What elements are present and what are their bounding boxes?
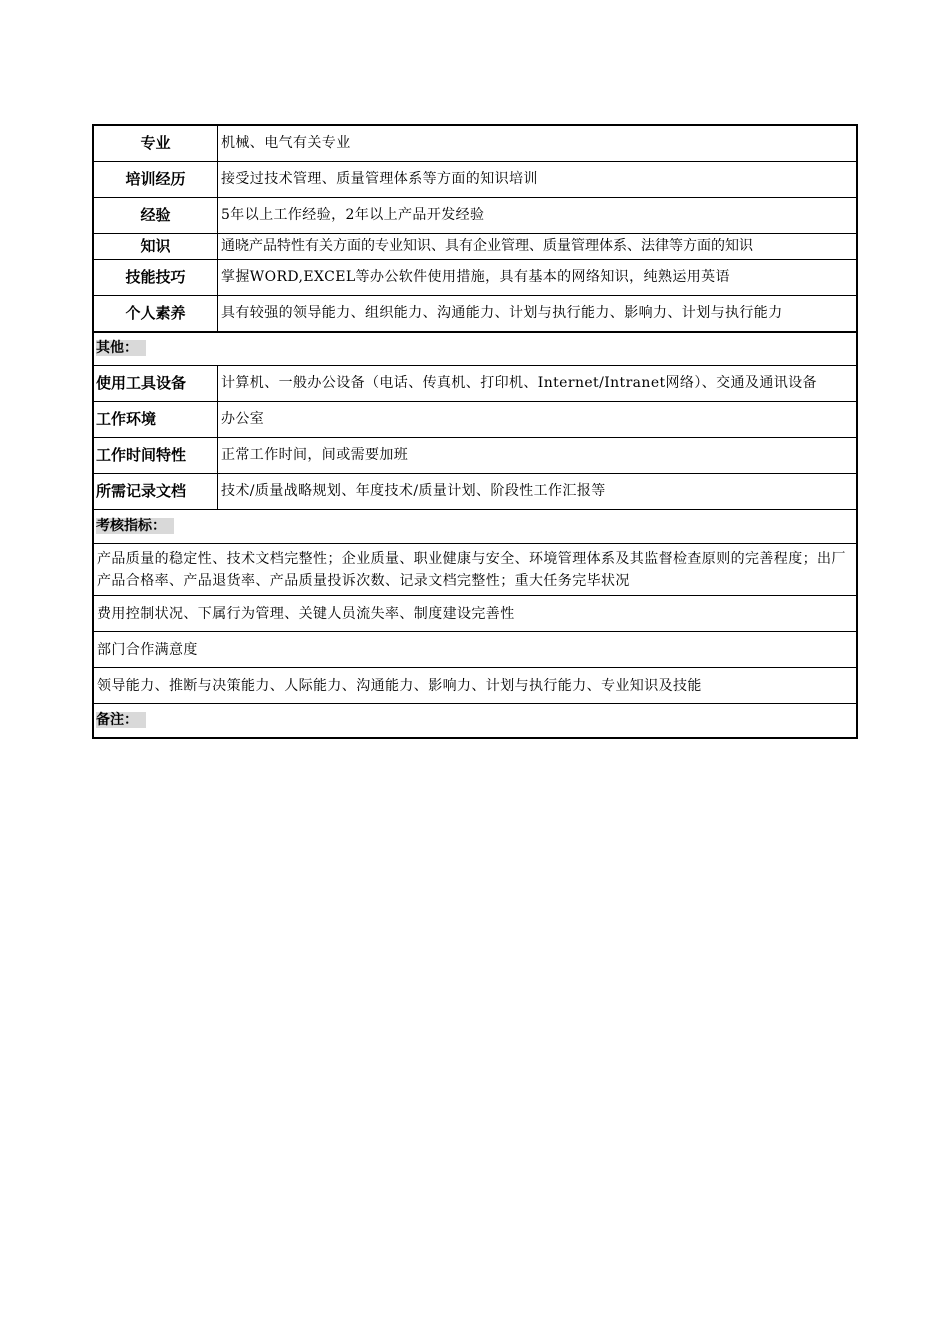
other-row-tools bbox=[94, 366, 857, 402]
assessment-item bbox=[94, 596, 857, 632]
requirement-row-knowledge bbox=[94, 234, 857, 260]
qualities-value: 具有较强的领导能力、组织能力、沟通能力、计划与执行能力、影响力、计划与执行能力 bbox=[218, 296, 857, 332]
experience-value: 5年以上工作经验，2年以上产品开发经验 bbox=[218, 198, 857, 234]
requirement-row-skills bbox=[94, 260, 857, 296]
assessment-item bbox=[94, 632, 857, 668]
experience-label: 经验 bbox=[94, 198, 218, 234]
requirement-row-major bbox=[94, 126, 857, 162]
assessment-item-quality: 产品质量的稳定性、技术文档完整性；企业质量、职业健康与安全、环境管理体系及其监督检查原则的完善程度；出厂产品合格率、产品退货率、产品质量投诉次数、记录文档完整性；重大任务完毕状况 bbox=[94, 544, 857, 596]
remarks-section-header bbox=[94, 704, 857, 738]
assessment-heading: 考核指标： bbox=[96, 518, 174, 534]
assessment-item-cooperation: 部门合作满意度 bbox=[94, 632, 857, 668]
knowledge-label: 知识 bbox=[94, 234, 218, 260]
requirement-row-qualities bbox=[94, 296, 857, 332]
skills-label: 技能技巧 bbox=[94, 260, 218, 296]
requirement-row-training bbox=[94, 162, 857, 198]
skills-value: 掌握WORD,EXCEL等办公软件使用措施，具有基本的网络知识，纯熟运用英语 bbox=[218, 260, 857, 296]
assessment-item bbox=[94, 668, 857, 704]
training-label: 培训经历 bbox=[94, 162, 218, 198]
qualities-label: 个人素养 bbox=[94, 296, 218, 332]
major-value: 机械、电气有关专业 bbox=[218, 126, 857, 162]
other-heading: 其他： bbox=[96, 340, 146, 356]
documents-value: 技术/质量战略规划、年度技术/质量计划、阶段性工作汇报等 bbox=[218, 474, 857, 510]
environment-label: 工作环境 bbox=[94, 402, 218, 438]
assessment-item-cost: 费用控制状况、下属行为管理、关键人员流失率、制度建设完善性 bbox=[94, 596, 857, 632]
work-time-value: 正常工作时间，间或需要加班 bbox=[218, 438, 857, 474]
work-time-label: 工作时间特性 bbox=[94, 438, 218, 474]
tools-value: 计算机、一般办公设备（电话、传真机、打印机、Internet/Intranet网络）、交通及通讯设备 bbox=[218, 366, 857, 402]
training-value: 接受过技术管理、质量管理体系等方面的知识培训 bbox=[218, 162, 857, 198]
other-row-environment bbox=[94, 402, 857, 438]
tools-label: 使用工具设备 bbox=[94, 366, 218, 402]
other-row-work-time bbox=[94, 438, 857, 474]
documents-label: 所需记录文档 bbox=[94, 474, 218, 510]
assessment-section-header bbox=[94, 510, 857, 544]
major-label: 专业 bbox=[94, 126, 218, 162]
job-description-table bbox=[93, 125, 857, 738]
remarks-heading: 备注： bbox=[96, 712, 146, 728]
assessment-item bbox=[94, 544, 857, 596]
environment-value: 办公室 bbox=[218, 402, 857, 438]
other-row-documents bbox=[94, 474, 857, 510]
knowledge-value: 通晓产品特性有关方面的专业知识、具有企业管理、质量管理体系、法律等方面的知识 bbox=[218, 234, 857, 260]
job-description-sheet bbox=[92, 124, 858, 739]
other-section-header bbox=[94, 332, 857, 366]
assessment-item-abilities: 领导能力、推断与决策能力、人际能力、沟通能力、影响力、计划与执行能力、专业知识及技能 bbox=[94, 668, 857, 704]
requirement-row-experience bbox=[94, 198, 857, 234]
